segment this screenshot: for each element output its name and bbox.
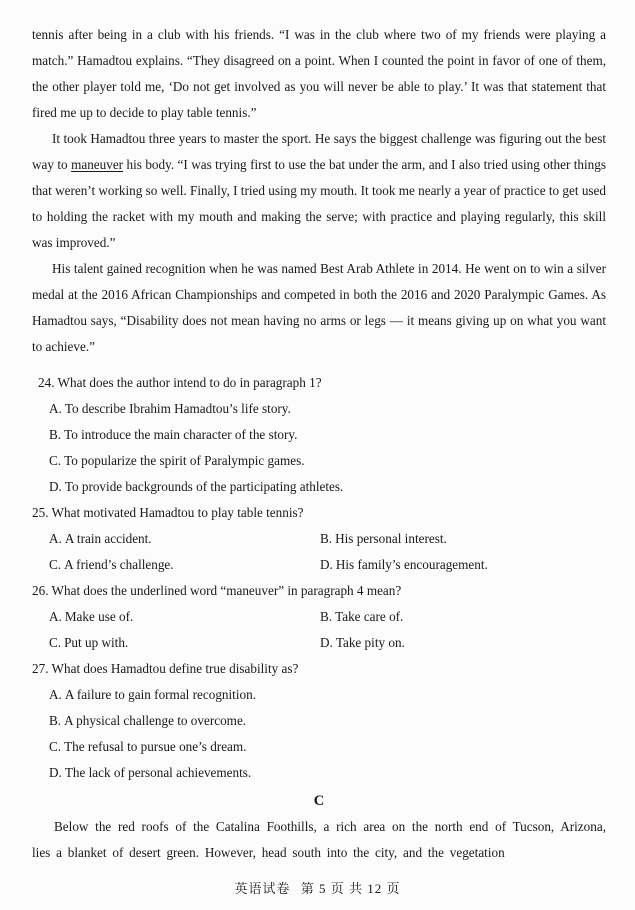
- question-number: 25.: [32, 505, 49, 520]
- option-text: A failure to gain formal recognition.: [64, 687, 256, 702]
- option-text: A train accident.: [64, 531, 152, 546]
- question-text: What does Hamadtou define true disability as?: [51, 661, 299, 676]
- paragraph-text: Below the red roofs of the Catalina Foothills, a rich area on the north end of Tucson, Arizona, lies a blanket of desert green. However, head south into the city, and the vegetation: [32, 819, 606, 860]
- question-25: [32, 500, 606, 578]
- option-text: To provide backgrounds of the participating athletes.: [64, 479, 344, 494]
- option-text: His family’s encouragement.: [335, 557, 488, 572]
- question-text: What does the author intend to do in paragraph 1?: [57, 375, 322, 390]
- option-label: D.: [49, 765, 62, 780]
- option-text: Make use of.: [64, 609, 134, 624]
- option-text: His personal interest.: [335, 531, 447, 546]
- option-label: C.: [49, 635, 62, 650]
- question-26-options: [32, 604, 606, 656]
- reading-passage: [32, 22, 606, 360]
- option-label: A.: [49, 687, 62, 702]
- section-c-heading: C: [313, 793, 325, 809]
- paragraph-text: his body. “I was trying first to use the bat under the arm, and I also tried using other things that weren’t working so well. Finally, I tried using my mouth. It took me nearly a year of practice to get used to holding the racket with my mouth and making the serve; with practice and playing regularly, this skill was improved.”: [32, 157, 606, 250]
- option-label: C.: [49, 557, 62, 572]
- option-25-b: [320, 526, 606, 552]
- option-24-c: [32, 448, 606, 474]
- question-27: [32, 656, 606, 786]
- option-text: The lack of personal achievements.: [64, 765, 252, 780]
- section-c-paragraph: [32, 814, 606, 866]
- option-26-a: [49, 604, 320, 630]
- question-number: 26.: [32, 583, 49, 598]
- option-text: To introduce the main character of the story.: [64, 427, 298, 442]
- option-label: A.: [49, 609, 62, 624]
- option-text: Take care of.: [335, 609, 404, 624]
- option-text: A friend’s challenge.: [64, 557, 174, 572]
- question-25-options: [32, 526, 606, 578]
- option-label: B.: [320, 531, 333, 546]
- option-26-c: [49, 630, 320, 656]
- option-24-b: [32, 422, 606, 448]
- question-25-stem: [32, 500, 606, 526]
- passage-paragraph-1: [32, 22, 606, 126]
- question-24: [32, 370, 606, 500]
- option-text: To popularize the spirit of Paralympic games.: [64, 453, 305, 468]
- option-text: Put up with.: [64, 635, 129, 650]
- option-text: A physical challenge to overcome.: [64, 713, 247, 728]
- paragraph-text: It took Hamadtou three years to master the sport. He says the biggest challenge was figuring out the best way to: [32, 131, 606, 172]
- page-footer: [0, 876, 635, 902]
- option-label: B.: [49, 713, 62, 728]
- footer-page-number: 第 5 页 共 12 页: [300, 881, 401, 896]
- question-number: 27.: [32, 661, 49, 676]
- paragraph-text: tennis after being in a club with his friends. “I was in the club where two of my friends were playing a match.” Hamadtou explains. “They disagreed on a point. When I counted the point in favor of one of them, the other player told me, ‘Do not get involved as you will never be able to play.’ It was that statement that fired me up to decide to play table tennis.”: [32, 27, 606, 120]
- option-text: To describe Ibrahim Hamadtou’s life story.: [64, 401, 291, 416]
- question-24-stem: [32, 370, 606, 396]
- option-24-d: [32, 474, 606, 500]
- option-25-a: [49, 526, 320, 552]
- option-26-d: [320, 630, 606, 656]
- option-text: Take pity on.: [335, 635, 405, 650]
- option-label: B.: [320, 609, 333, 624]
- question-24-options: [32, 396, 606, 500]
- questions-block: [32, 370, 606, 786]
- option-25-c: [49, 552, 320, 578]
- passage-paragraph-2: [32, 126, 606, 256]
- underlined-word-maneuver: maneuver: [71, 157, 124, 172]
- question-27-options: [32, 682, 606, 786]
- option-label: C.: [49, 453, 62, 468]
- option-label: D.: [49, 479, 62, 494]
- option-label: C.: [49, 739, 62, 754]
- option-27-b: [32, 708, 606, 734]
- option-26-b: [320, 604, 606, 630]
- option-text: The refusal to pursue one’s dream.: [64, 739, 247, 754]
- option-25-d: [320, 552, 606, 578]
- question-text: What does the underlined word “maneuver” in paragraph 4 mean?: [51, 583, 402, 598]
- option-27-c: [32, 734, 606, 760]
- question-text: What motivated Hamadtou to play table tennis?: [51, 505, 304, 520]
- option-label: D.: [320, 557, 333, 572]
- question-27-stem: [32, 656, 606, 682]
- option-label: B.: [49, 427, 62, 442]
- option-label: D.: [320, 635, 333, 650]
- option-27-d: [32, 760, 606, 786]
- footer-paper-title: 英语试卷: [234, 881, 291, 896]
- option-label: A.: [49, 531, 62, 546]
- question-number: 24.: [38, 375, 55, 390]
- question-26: [32, 578, 606, 656]
- option-27-a: [32, 682, 606, 708]
- option-label: A.: [49, 401, 62, 416]
- passage-paragraph-3: [32, 256, 606, 360]
- question-26-stem: [32, 578, 606, 604]
- paragraph-text: His talent gained recognition when he was named Best Arab Athlete in 2014. He went on to win a silver medal at the 2016 African Championships and competed in both the 2016 and 2020 Paralympic Games. As Hamadtou says, “Disability does not mean having no arms or legs — it means giving up on what you want to achieve.”: [32, 261, 606, 354]
- option-24-a: [32, 396, 606, 422]
